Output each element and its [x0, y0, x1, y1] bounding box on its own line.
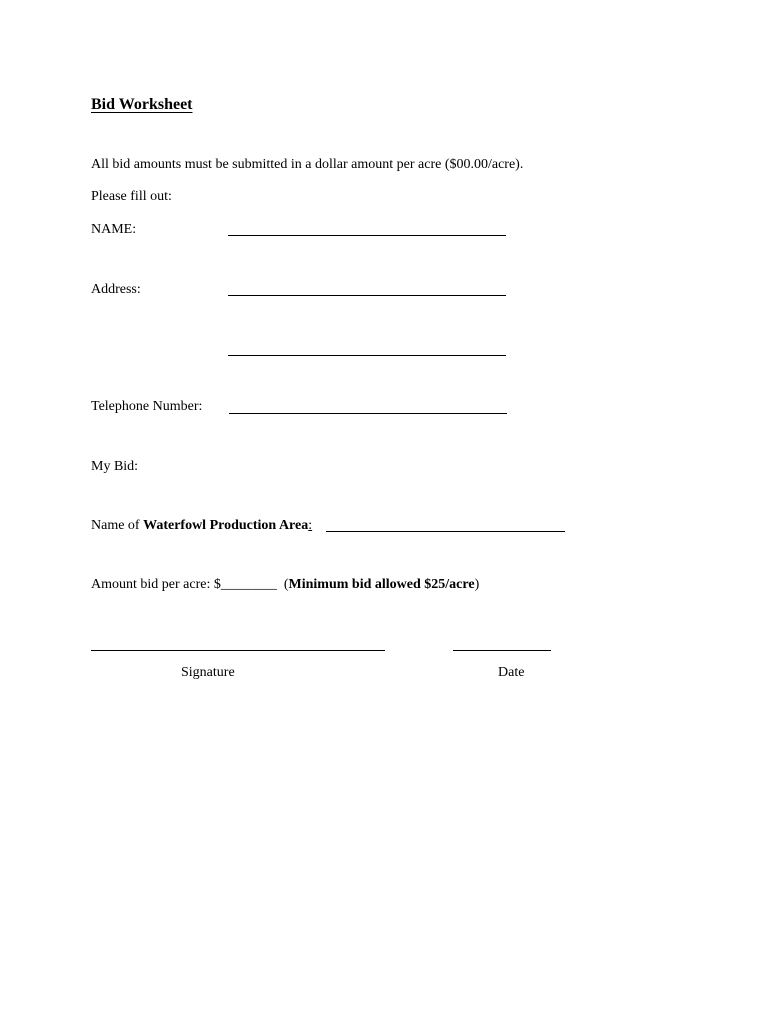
wpa-label	[91, 519, 312, 533]
date-line[interactable]	[453, 650, 551, 651]
amount-bid-label: Amount bid per acre: $	[91, 577, 221, 592]
my-bid-label: My Bid:	[91, 459, 139, 474]
wpa-label-prefix: Name of	[91, 518, 144, 533]
page-title: Bid Worksheet	[91, 96, 193, 113]
signature-line[interactable]	[91, 650, 385, 651]
address-label: Address:	[91, 282, 141, 297]
amount-bid-line	[91, 578, 479, 592]
please-fill-out-text: Please fill out:	[91, 189, 172, 204]
name-label: NAME:	[91, 222, 137, 237]
instructions-text: All bid amounts must be submitted in a dollar amount per acre ($00.00/acre).	[91, 157, 524, 172]
address-field-line-1[interactable]	[228, 295, 506, 296]
min-note-close-paren: )	[474, 577, 480, 592]
signature-label: Signature	[181, 665, 235, 680]
minimum-bid-note: Minimum bid allowed $25/acre	[288, 577, 475, 592]
telephone-field[interactable]	[229, 413, 507, 414]
telephone-label: Telephone Number:	[91, 399, 203, 414]
name-field[interactable]	[228, 235, 506, 236]
date-label: Date	[498, 665, 525, 680]
wpa-label-suffix: :	[308, 518, 313, 533]
wpa-field[interactable]	[326, 531, 565, 532]
wpa-label-bold: Waterfowl Production Area	[143, 518, 309, 533]
min-note-open-paren: (	[283, 577, 289, 592]
address-field-line-2[interactable]	[228, 355, 506, 356]
amount-bid-field[interactable]: ________	[220, 577, 277, 592]
